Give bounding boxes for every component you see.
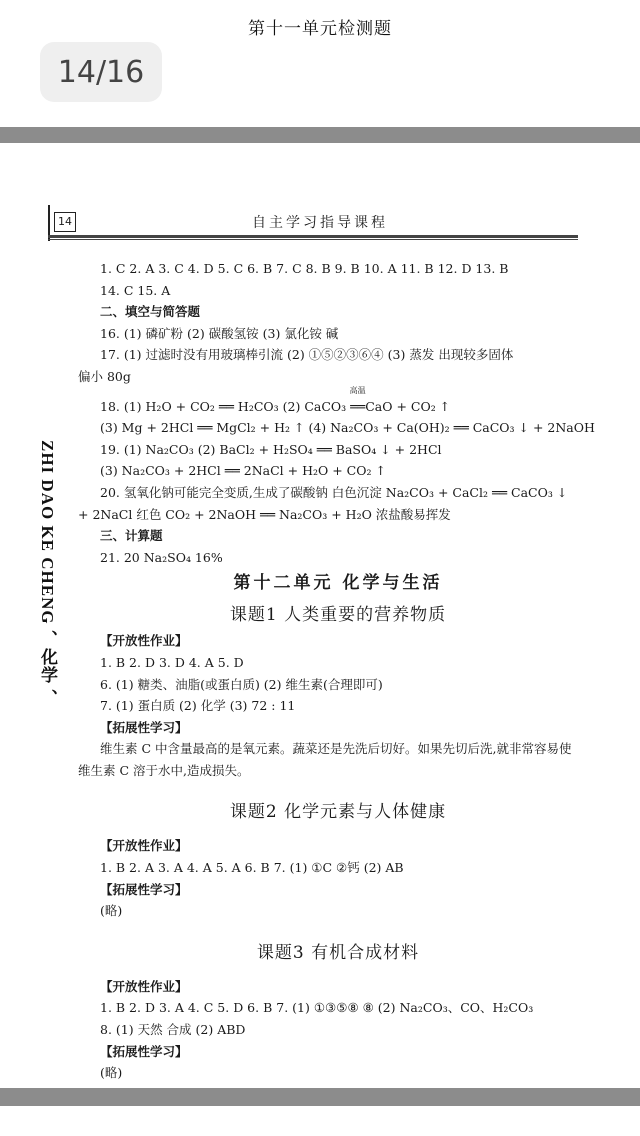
lesson1-title: 课题1 人类重要的营养物质 [229, 605, 447, 626]
lesson3-open-label: 【开放性作业】 [100, 978, 188, 994]
answer-q17-line2: 偏小 80g [78, 368, 131, 384]
lesson2-ext-text: (略) [100, 903, 123, 919]
lesson3-ext-label: 【拓展性学习】 [100, 1043, 188, 1059]
lesson1-q6: 6. (1) 糖类、油脂(或蛋白质) (2) 维生素(合理即可) [100, 676, 383, 692]
section-heading-fill: 二、填空与简答题 [100, 304, 201, 320]
header-rule [48, 235, 578, 238]
answer-q18-line1 [78, 385, 578, 418]
answer-q17-line1: 17. (1) 过滤时没有用玻璃棒引流 (2) ①⑤②③⑥④ (3) 蒸发 出现较多固体 [100, 347, 514, 363]
answer-q16: 16. (1) 磷矿粉 (2) 碳酸氢铵 (3) 氯化铵 碱 [100, 325, 339, 341]
unit11-mc-line1: 1. C 2. A 3. C 4. D 5. C 6. B 7. C 8. B 9. B 10. A 11. B 12. D 13. B [100, 261, 509, 276]
section-heading-calc: 三、计算题 [100, 528, 163, 544]
lesson3-q8: 8. (1) 天然 合成 (2) ABD [100, 1022, 246, 1038]
answer-q20-line2: + 2NaCl 红色 CO₂ + 2NaOH ══ Na₂CO₃ + H₂O 浓盐酸易挥发 [78, 506, 451, 522]
lesson2-mc: 1. B 2. A 3. A 4. A 5. A 6. B 7. (1) ①C ②钙 (2) AB [100, 860, 404, 876]
page-indicator-badge: 14/16 [40, 42, 162, 102]
previous-page-title: 第十一单元检测题 [248, 19, 392, 39]
side-vertical-text: ZHI DAO KE CHENG 、化学 、 [38, 440, 57, 708]
running-header: 自主学习指导课程 [252, 215, 388, 231]
header-rule-thin [48, 239, 578, 240]
lesson2-open-label: 【开放性作业】 [100, 838, 188, 854]
condition-label: 高温 [349, 385, 366, 395]
lesson3-title: 课题3 有机合成材料 [256, 942, 420, 963]
unit12-title: 第十二单元 化学与生活 [233, 573, 443, 594]
answer-q20-line1: 20. 氢氧化钠可能完全变质,生成了碳酸钠 白色沉淀 Na₂CO₃ + CaCl₂ ══ CaCO₃ ↓ [100, 484, 568, 500]
lesson1-ext-label: 【拓展性学习】 [100, 719, 188, 735]
lesson3-ext-text: (略) [100, 1065, 123, 1081]
answer-q19-line1: 19. (1) Na₂CO₃ (2) BaCl₂ + H₂SO₄ ══ BaSO₄ ↓ + 2HCl [100, 441, 442, 457]
lesson2-ext-label: 【拓展性学习】 [100, 881, 188, 897]
q18-part1: 18. (1) H₂O + CO₂ ══ H₂CO₃ (2) CaCO₃ [100, 398, 351, 414]
answer-q18-line2: (3) Mg + 2HCl ══ MgCl₂ + H₂ ↑ (4) Na₂CO₃ + Ca(OH)₂ ══ CaCO₃ ↓ + 2NaOH [100, 420, 595, 436]
lesson1-q7: 7. (1) 蛋白质 (2) 化学 (3) 72 : 11 [100, 698, 296, 714]
page-separator-top [0, 127, 640, 143]
unit11-mc-line2: 14. C 15. A [100, 282, 171, 298]
answer-q19-line2: (3) Na₂CO₃ + 2HCl ══ 2NaCl + H₂O + CO₂ ↑ [100, 463, 386, 479]
answer-content [78, 258, 595, 1084]
lesson1-mc: 1. B 2. D 3. D 4. A 5. D [100, 654, 244, 670]
q18-part2: CaO + CO₂ ↑ [365, 398, 451, 414]
answer-q21: 21. 20 Na₂SO₄ 16% [100, 549, 223, 565]
reaction-condition: 高温 ══ [349, 385, 366, 414]
lesson1-ext-text: 维生素 C 中含量最高的是氧元素。蔬菜还是先洗后切好。如果先切后洗,就非常容易使维生素 C 溶于水中,造成损失。 [78, 741, 572, 778]
page-separator-bottom [0, 1088, 640, 1106]
lesson1-open-label: 【开放性作业】 [100, 633, 188, 649]
page-number-box: 14 [54, 212, 76, 232]
lesson2-title: 课题2 化学元素与人体健康 [229, 802, 447, 823]
lesson3-mc: 1. B 2. D 3. A 4. C 5. D 6. B 7. (1) ①③⑤⑧ ⑧ (2) Na₂CO₃、CO、H₂CO₃ [100, 1000, 534, 1016]
